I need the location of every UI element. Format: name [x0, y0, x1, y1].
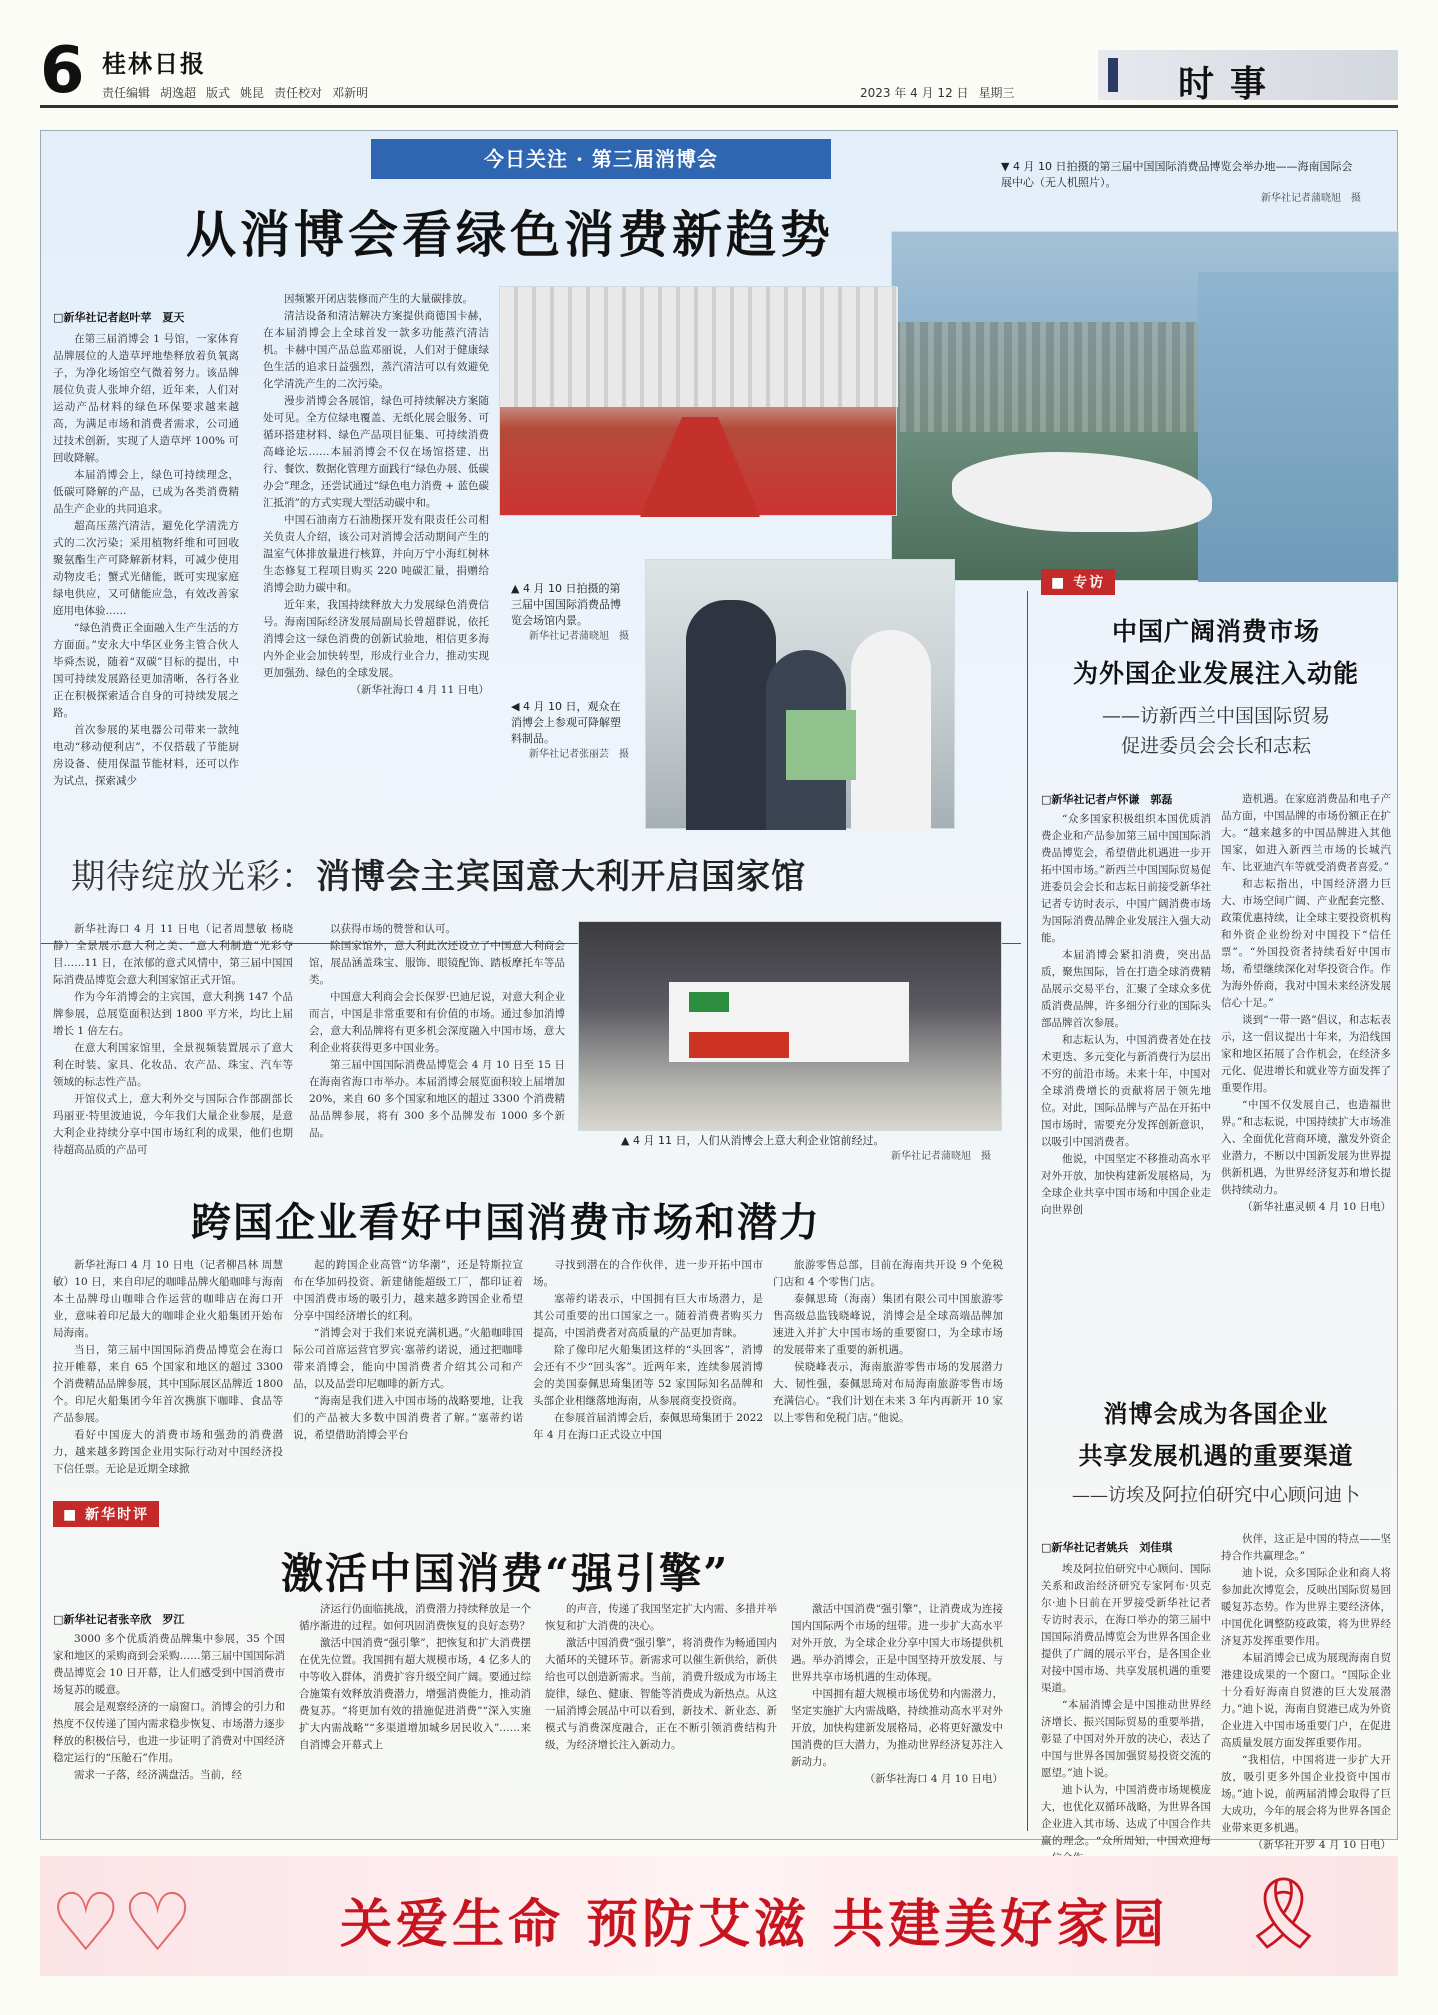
interview2-byline: □新华社记者姚兵 刘佳琪	[1041, 1541, 1173, 1554]
article3-col1: 新华社海口 4 月 10 日电（记者柳昌林 周慧敏）10 日，来自印尼的咖啡品牌火船咖啡与海南本土品牌母山咖啡合作运营的咖啡店在海口开业，意味着印尼最大的咖啡企业火船集团开始布局海南。 当日，第三届中国国际消费品博览会在海口拉开帷幕，来自 65 个国家和地区的超过 3300 个消费精品品牌参展，其中国际展区品牌近 1800 个。印尼火船集团今年首次携旗下咖啡、食品等产品参展。 看好中国庞大的消费市场和强劲的消费潜力，越来越多跨国企业用实际行动对中国经济投下信任票。无论是近期全球掀	[53, 1259, 283, 1475]
article3-col4: 旅游零售总部，目前在海南共开设 9 个免税门店和 4 个零售门店。 泰佩思琦（海南）集团有限公司中国旅游零售高级总监钱晓峰说，消博会是全球高端品牌加速进入并扩大中国市场的重要窗口，为全球市场的发展带来了重要的新机遇。 侯晓峰表示，海南旅游零售市场的发展潜力大、韧性强，泰佩思琦对布局海南旅游零售市场充满信心。“我们计划在未来 3 年内再新开 10 家以上零售和免税门店。”他说。	[773, 1259, 1003, 1424]
section-name: 时事	[1178, 63, 1283, 105]
italy-photo-caption: ▲ 4 月 11 日，人们从消博会上意大利企业馆前经过。 新华社记者蒲晓旭 摄	[621, 1134, 991, 1162]
commentary-tag: ■ 新华时评	[53, 1501, 159, 1527]
section-tab	[1098, 50, 1398, 105]
article1-byline: □新华社记者赵叶苹 夏天	[53, 311, 185, 324]
red-ribbon-icon: 🎗	[1239, 1872, 1328, 1954]
editor-credits: 责任编辑 胡逸超 版式 姚昆 责任校对 邓新明	[102, 86, 369, 100]
page-number: 6	[40, 34, 85, 108]
interview1-col2: 造机遇。在家庭消费品和电子产品方面，中国品牌的市场份额正在扩大。“越来越多的中国品牌进入其他国家，如进入新西兰市场的长城汽车、比亚迪汽车等就受消费者喜爱。” 和志耘指出，中国经济潜力巨大、市场空间广阔、产业配套完整、政策优惠持续，让全球主要投资机构和外资企业纷纷对中国投下“信任票”。“外国投资者持续看好中国市场，希望继续深化对华投资合作。作为海外侨商，我对中国未来经济发展信心十足。” 谈到“一带一路”倡议，和志耘表示，这一倡议提出十年来，为沿线国家和地区拓展了合作机会，在经济多元化、促进增长和就业等方面发挥了重要作用。 “中国不仅发展自己，也造福世界。”和志耘说，中国持续扩大市场准入、全面优化营商环境，激发外资企业潜力，不断以中国新发展为世界提供新机遇，为世界经济复苏和增长提供持续动力。 （新华社惠灵顿 4 月 10 日电）	[1221, 793, 1391, 1213]
article3-col3: 寻找到潜在的合作伙伴，进一步开拓中国市场。 塞蒂约诺表示，中国拥有巨大市场潜力，是其公司重要的出口国家之一。随着消费者购买力提高，中国消费者对高质量的产品更加青睐。 除了像印尼火船集团这样的“头回客”，消博会还有不少“回头客”。近两年来，连续参展消博会的美国泰佩思琦集团等 52 家国际知名品牌和头部企业相继落地海南，从参展商变投资商。 在参展首届消博会后，泰佩思琦集团于 2022 年 4 月在海口正式设立中国	[533, 1259, 763, 1441]
aerial-photo-caption: ▼ 4 月 10 日拍摄的第三届中国国际消费品博览会举办地——海南国际会展中心（无人机照片）。 新华社记者蒲晓旭 摄	[1001, 160, 1361, 204]
visitors-photo-caption: ◀ 4 月 10 日，观众在消博会上参观可降解塑料制品。 新华社记者张丽芸 摄	[511, 700, 629, 760]
commentary-col4: 激活中国消费“强引擎”，让消费成为连接国内国际两个市场的纽带。进一步扩大高水平对外开放，为全球企业分享中国大市场提供机遇。举办消博会，正是中国坚持开放发展、与世界共享市场机遇的生动体现。 中国拥有超大规模市场优势和内需潜力，坚定实施扩大内需战略，持续推动高水平对外开放，加快构建新发展格局，必将更好激发中国消费的巨大潜力，为推动世界经济复苏注入新动力。 （新华社海口 4 月 10 日电）	[791, 1603, 1003, 1785]
article2-col2: 以获得市场的赞誉和认可。 除国家馆外，意大利此次还设立了中国意大利商会馆，展品涵盖珠宝、服饰、眼镜配饰、踏板摩托车等品类。 中国意大利商会会长保罗·巴迪尼说，对意大利企业而言，中国是非常重要和有价值的市场。通过参加消博会，意大利品牌将有更多机会深度融入中国市场，意大利企业将获得更多中国业务。 第三届中国国际消费品博览会 4 月 10 日至 15 日在海南省海口市举办。本届消博会展览面积较上届增加 20%，来自 60 多个国家和地区的超过 3300 个消费精品品牌参展，将有 300 多个品牌发布 1000 多个新品。	[309, 923, 565, 1139]
article2-col1: 新华社海口 4 月 11 日电（记者周慧敏 杨晓静）全景展示意大利之美、“意大利制造”光彩夺目……11 日，在浓郁的意式风情中，第三届中国国际消费品博览会意大利国家馆正式开馆。 作为今年消博会的主宾国，意大利携 147 个品牌参展，总展览面积达到 1800 平方米，均比上届增长 1 倍左右。 在意大利国家馆里，全景视频装置展示了意大利在时装、家具、化妆品、农产品、珠宝、汽车等领域的标志性产品。 开馆仪式上，意大利外交与国际合作部副部长玛丽亚·特里波迪说，今年我们大量企业参展，是意大利企业持续分享中国市场红利的成果，他们也期待超高品质的产品可	[53, 923, 293, 1156]
article1-headline[interactable]: 从消博会看绿色消费新趋势	[186, 205, 834, 264]
hearts-icon: ♡♡	[50, 1876, 194, 1969]
issue-date: 2023 年 4 月 12 日 星期三	[860, 86, 1015, 100]
aerial-venue-photo	[891, 231, 1399, 581]
article1-col1: 在第三届消博会 1 号馆，一家体育品牌展位的人造草坪地垫释放着负氧离子，为净化场馆空气微着努力。该品牌展位负责人张坤介绍，近年来，人们对运动产品材料的绿色环保要求越来越高，为满足市场和消费者需求，公司通过技术创新，实现了人造草坪 100% 可回收降解。 本届消博会上，绿色可持续理念，低碳可降解的产品，已成为各类消费精品生产企业的共同追求。 超高压蒸汽清洁，避免化学清洗方式的二次污染；采用植物纤维和可回收聚氨酯生产可降解新材料，可减少使用动物皮毛；蟹式光储能，既可实现家庭绿电供应，又可储能应急，有效改善家庭用电体验…… “绿色消费正全面融入生产生活的方方面面。”安永大中华区业务主管合伙人毕舜杰说，随着“双碳”目标的提出，中国可持续发展路径更加清晰，各行各业正在积极探索适合自身的可持续发展之路。 首次参展的某电器公司带来一款纯电动“移动便利店”，不仅搭载了节能厨房设备、使用保温节能材料，还可以作为试点，探索减少	[53, 333, 239, 787]
interview1-byline: □新华社记者卢怀谦 郭磊	[1041, 793, 1173, 806]
article2-headline[interactable]: 期待绽放光彩：消博会主宾国意大利开启国家馆	[71, 857, 806, 897]
interview2-col1: 埃及阿拉伯研究中心顾问、国际关系和政治经济研究专家阿布·贝克尔·迪卜日前在开罗接受新华社记者专访时表示，在海口举办的第三届中国国际消费品博览会为世界各国企业提供了广阔的展示平台，是各国企业对接中国市场、共享发展机遇的重要渠道。 “本届消博会是中国推动世界经济增长、振兴国际贸易的重要举措，彰显了中国对外开放的决心，表达了中国与世界各国加强贸易投资交流的愿望。”迪卜说。 迪卜认为，中国消费市场规模庞大，也优化双循环战略，为世界各国企业进入其市场、达成了中国合作共赢的理念。“众所周知，中国欢迎每	[1041, 1563, 1211, 1847]
focus-tag: 今日关注 · 第三届消博会	[371, 139, 831, 179]
public-service-banner	[40, 1856, 1398, 1976]
article3-headline[interactable]: 跨国企业看好中国消费市场和潜力	[191, 1199, 821, 1246]
interview1-col1: “众多国家积极组织本国优质消费企业和产品参加第三届中国国际消费品博览会，希望借此机遇进一步开拓中国市场。”新西兰中国国际贸易促进委员会会长和志耘日前接受新华社记者专访时表示，中国广阔消费市场为国际消费品牌企业发展注入强大动能。 本届消博会紧扣消费，突出品质，聚焦国际，旨在打造全球消费精品展示交易平台，汇聚了全球众多优质消费品牌，许多细分行业的国际头部品牌首次参展。 和志耘认为，中国消费者处在技术更迭、多元变化与新消费行为层出不穷的前沿市场。未来十年，中国对全球消费增长的贡献将居于领先地位。对此，国际品牌与产品在开拓中国市场时，需要充分发挥创新意识，以吸引中国消费者。 他说，中国坚定不移推动高水平对外开放，加快构建新发展格局，为全球企业共享中国市场和中国企业走向世界创	[1041, 813, 1211, 1216]
commentary-col3: 的声音，传递了我国坚定扩大内需、多措并举恢复和扩大消费的决心。 激活中国消费“强引擎”，将消费作为畅通国内大循环的关键环节。新需求可以催生新供给，新供给也可以创造新需求。当前，消费升级成为市场主旋律，绿色、健康、智能等消费成为新热点。从这一届消博会展品中可以看到，新技术、新业态、新模式与消费深度融合，正在不断引领消费结构升级，为经济增长注入新动力。	[545, 1603, 777, 1751]
venue-interior-photo	[499, 286, 897, 516]
masthead	[40, 34, 1398, 108]
commentary-col1: 3000 多个优质消费品牌集中参展，35 个国家和地区的采购商到会采购……第三届中国国际消费品博览会 10 日开幕，让人们感受到中国消费市场复苏的暖意。 展会是观察经济的一扇窗口。消博会的引力和热度不仅传递了国内需求稳步恢复、市场潜力逐步释放的积极信号，也进一步证明了消费对中国经济稳定运行的“压舱石”作用。 需求一子落，经济满盘活。当前，经	[53, 1633, 285, 1781]
italy-pavilion-photo	[578, 921, 1002, 1131]
banner-slogan: 关爱生命 预防艾滋 共建美好家园	[340, 1894, 1169, 1955]
commentary-headline[interactable]: 激活中国消费“强引擎”	[281, 1549, 730, 1598]
interview1-title[interactable]: 中国广阔消费市场 为外国企业发展注入动能	[1072, 617, 1359, 688]
column-divider	[1027, 591, 1028, 1831]
interview2-subtitle: ——访埃及阿拉伯研究中心顾问迪卜	[1072, 1485, 1360, 1506]
feature-panel	[40, 130, 1398, 1851]
interview2-col2: 伙伴，这正是中国的特点——坚持合作共赢理念。” 迪卜说，众多国际企业和商人将参加此次博览会，反映出国际贸易回暖复苏态势。作为世界主要经济体，中国优化调整防疫政策，将为世界经济复苏发挥重要作用。 本届消博会已成为展现海南自贸港建设成果的一个窗口。“国际企业十分看好海南自贸港的巨大发展潜力。”迪卜说，海南自贸港已成为外资企业进入中国市场重要门户，在促进高质量发展方面发挥重要作用。 “我相信，中国将进一步扩大开放，吸引更多外国企业投资中国市场。”迪卜说，前两届消博会取得了巨大成功，今年的展会将为世界各国企业带来更多机遇。 （新华社开罗 4 月 10 日电）	[1221, 1533, 1391, 1851]
article1-col2: 因频繁开闭店装修而产生的大量碳排放。 清洁设备和清洁解决方案提供商德国卡赫，在本届消博会上全球首发一款多功能蒸汽清洁机。卡赫中国产品总监邓丽说，人们对于健康绿色生活的追求日益强烈，蒸汽清洁可以有效避免化学清洗产生的二次污染。 漫步消博会各展馆，绿色可持续解决方案随处可见。全方位绿电覆盖、无纸化展会服务、可循环搭建材料、绿色产品项目征集、可持续消费高峰论坛……本届消博会不仅在场馆搭建、出行、餐饮、数据化管理方面践行“绿色办展、低碳办会”理念，还尝试通过“绿色电力消费 + 蓝色碳汇抵消”的方式实现大型活动碳中和。 中国石油南方石油勘探开发有限责任公司相关负责人介绍，该公司对消博会活动期间产生的温室气体排放量进行核算，并向万宁小海红树林生态修复工程项目购买 220 吨碳汇量，捐赠给消博会助力碳中和。 近年来，我国持续释放大力发展绿色消费信号。海南国际经济发展局副局长曾超群说，依托消博会这一绿色消费的创新试验地，相信更多海内外企业会加快转型，形成行业合力，推动实现更加强劲、绿色的全球发展。 （新华社海口 4 月 11 日电）	[263, 293, 489, 696]
visitors-photo	[645, 559, 955, 829]
interview-tag: ■ 专访	[1041, 569, 1115, 595]
commentary-byline: □新华社记者张辛欣 罗江	[53, 1613, 185, 1626]
interview1-subtitle: ——访新西兰中国国际贸易 促进委员会会长和志耘	[1101, 705, 1330, 757]
paper-name: 桂林日报	[102, 49, 206, 78]
article3-col2: 起的跨国企业高管“访华潮”，还是特斯拉宣布在华加码投资、新建储能超级工厂，都印证着中国消费市场的吸引力，越来越多跨国企业希望分享中国经济增长的红利。 “消博会对于我们来说充满机遇。”火船咖啡国际公司首席运营官罗宾·塞蒂约诺说，通过把咖啡带来消博会，能向中国消费者介绍其公司和产品，以及品尝印尼咖啡的新方式。 “海南是我们进入中国市场的战略要地，让我们的产品被大多数中国消费者了解。”塞蒂约诺说，希望借助消博会平台	[293, 1259, 523, 1441]
commentary-col2: 济运行仍面临挑战，消费潜力持续释放是一个循序渐进的过程。如何巩固消费恢复的良好态势？ 激活中国消费“强引擎”，把恢复和扩大消费摆在优先位置。我国拥有超大规模市场，4 亿多人的中等收入群体，消费扩容升级空间广阔。要通过综合施策有效释放消费潜力，增强消费能力，推动消费复苏。“将更加有效的措施促进消费”“深入实施扩大内需战略”“多渠道增加城乡居民收入”……来自消博会开幕式上	[299, 1603, 531, 1751]
interview2-title[interactable]: 消博会成为各国企业 共享发展机遇的重要渠道	[1078, 1399, 1354, 1470]
section-bar	[1108, 58, 1118, 92]
venue-photo-caption: ▲ 4 月 10 日拍摄的第三届中国国际消费品博览会场馆内景。 新华社记者蒲晓旭 摄	[511, 582, 629, 642]
